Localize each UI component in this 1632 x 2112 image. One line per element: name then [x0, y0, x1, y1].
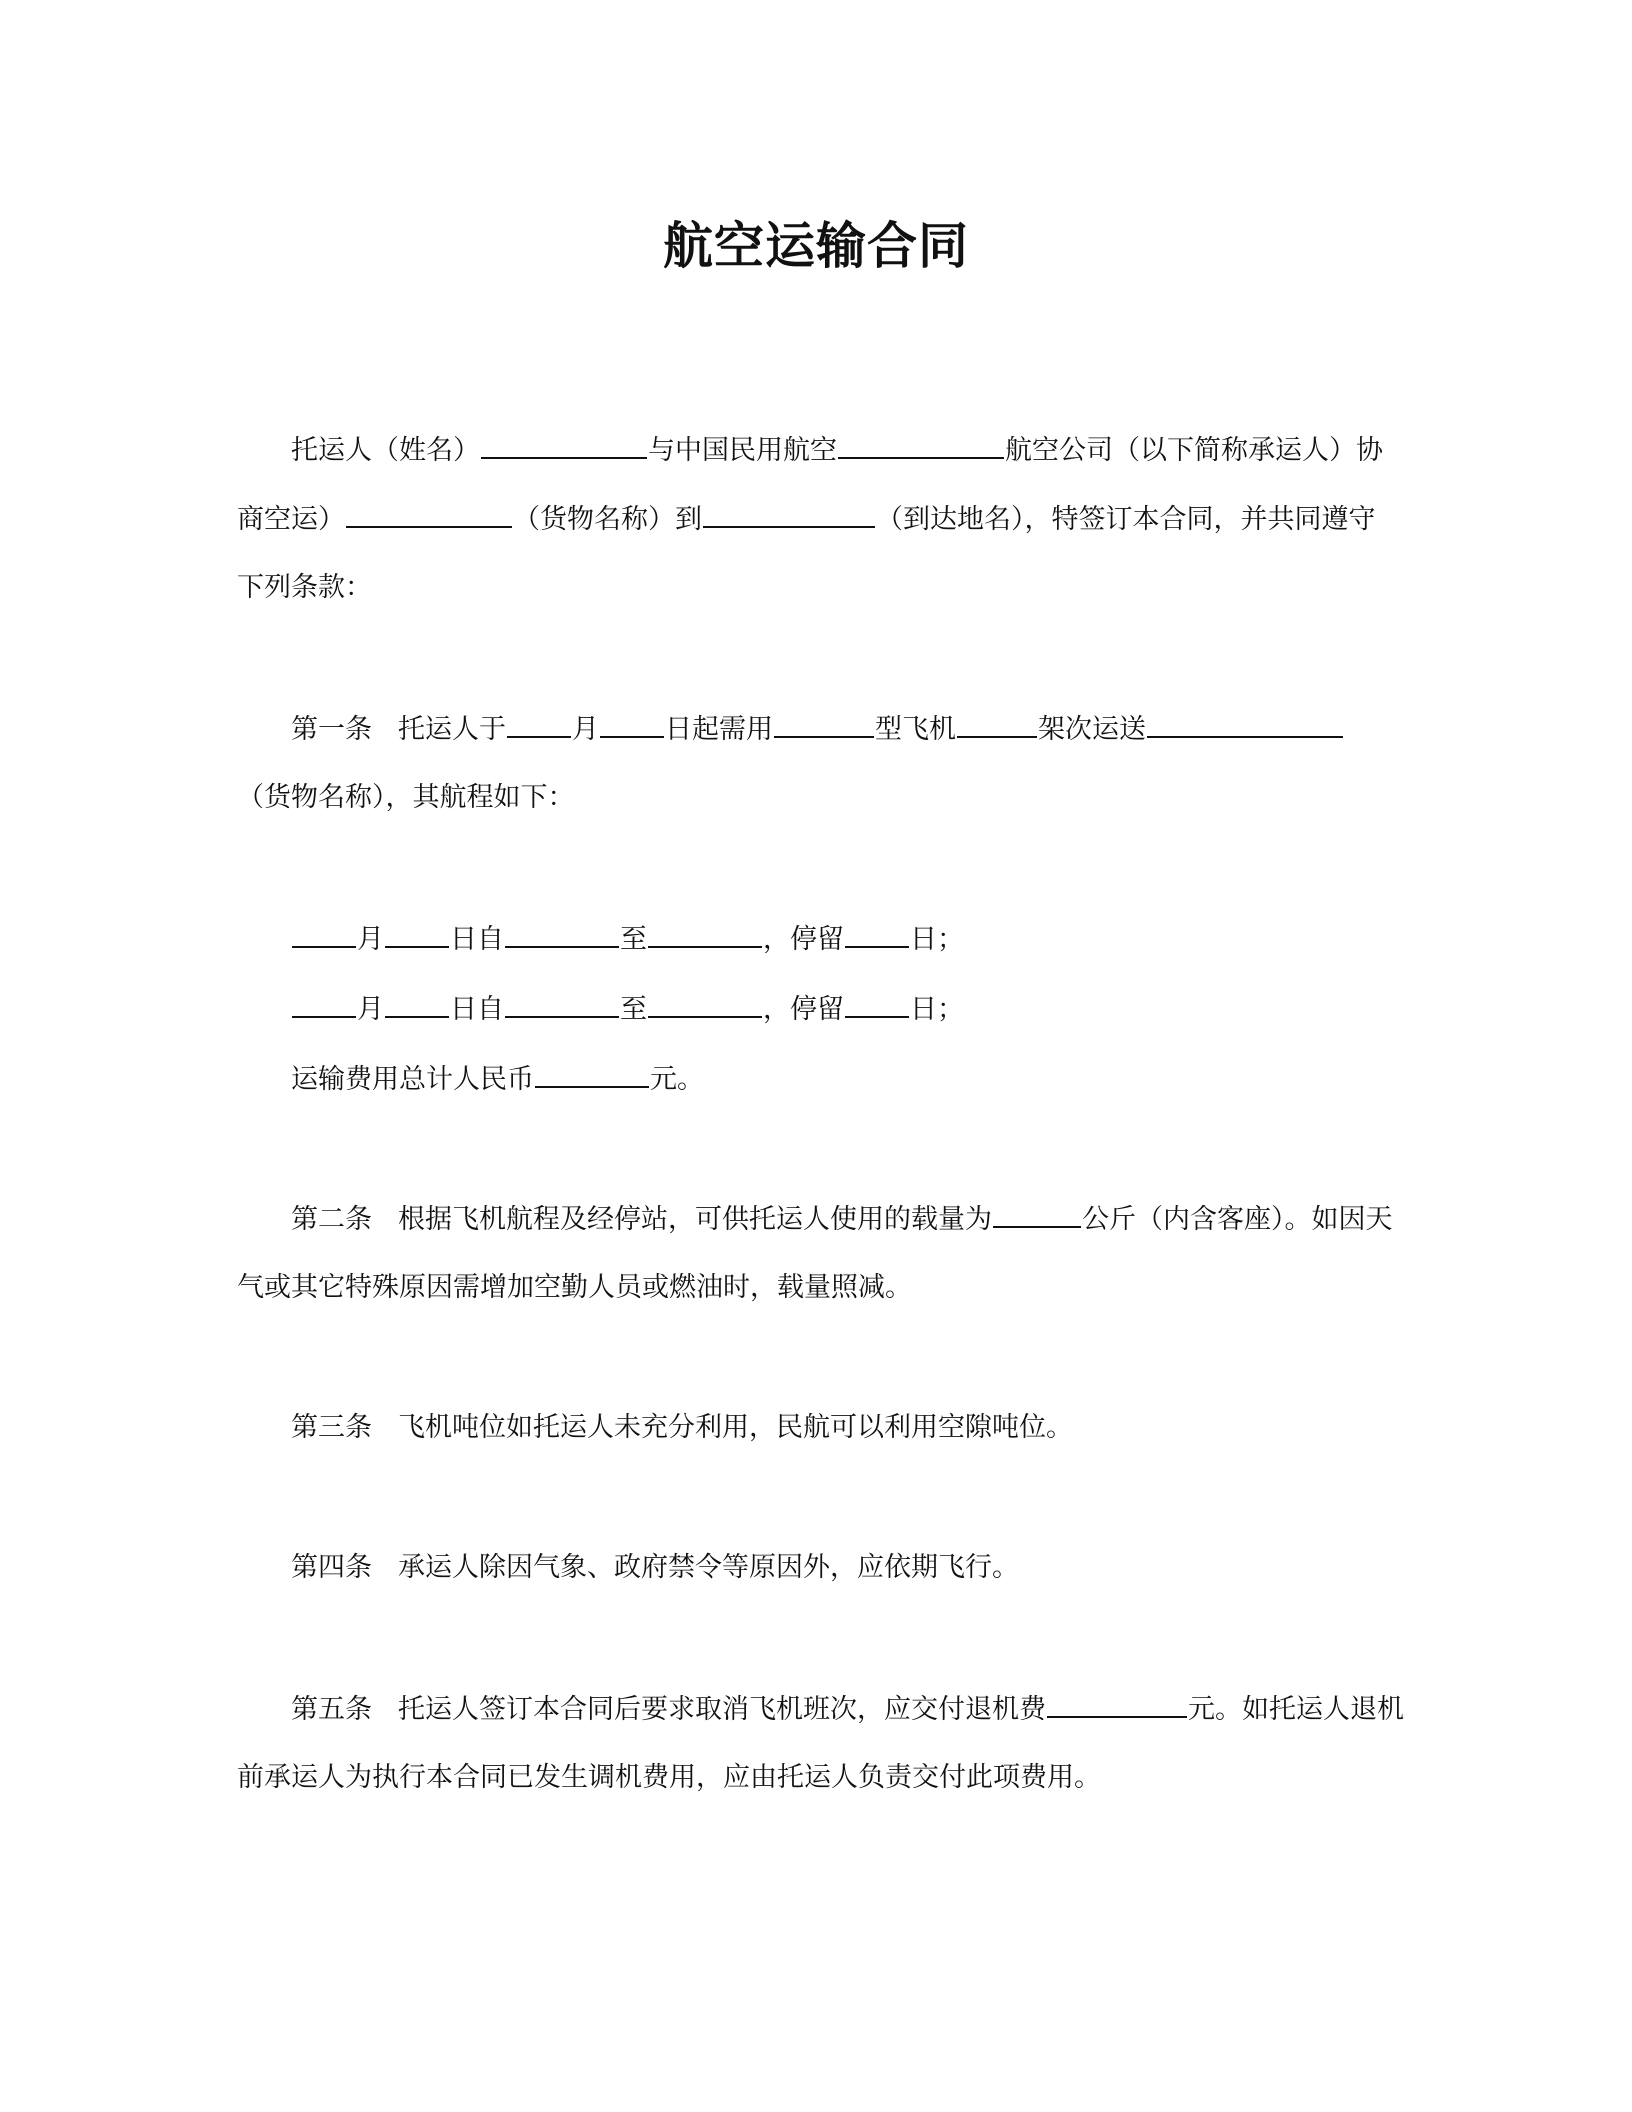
article-2-line-2: 气或其它特殊原因需增加空勤人员或燃油时，载量照减。: [237, 1272, 912, 1303]
article-1-line-1: 第一条 托运人于 月 日起需用 型飞机 架次运送: [291, 708, 1451, 750]
route-1-stay-days-blank[interactable]: [845, 918, 909, 948]
start-day-blank[interactable]: [600, 708, 664, 738]
fee-line: 运输费用总计人民币 元。: [291, 1058, 1451, 1100]
cargo-blank[interactable]: [1147, 708, 1343, 738]
intro-line-2: 商空运） （货物名称）到 （到达地名），特签订本合同，并共同遵守: [237, 498, 1397, 540]
route-1-day-blank[interactable]: [385, 918, 449, 948]
route-2-origin-blank[interactable]: [505, 988, 619, 1018]
article-5-line-1: 第五条 托运人签订本合同后要求取消飞机班次，应交付退机费 元。如托运人退机: [291, 1688, 1451, 1730]
route-1-month-blank[interactable]: [292, 918, 356, 948]
start-month-blank[interactable]: [507, 708, 571, 738]
route-line-2: 月 日自 至 ，停留 日；: [291, 988, 1451, 1030]
route-2-month-blank[interactable]: [292, 988, 356, 1018]
article-5-line-2: 前承运人为执行本合同已发生调机费用，应由托运人负责交付此项费用。: [237, 1762, 1101, 1793]
intro-line-3: 下列条款：: [237, 572, 372, 603]
article-2-line-1: 第二条 根据飞机航程及经停站，可供托运人使用的载量为 公斤（内含客座）。如因天: [291, 1198, 1451, 1240]
route-2-destination-blank[interactable]: [648, 988, 762, 1018]
article-1-line-2: （货物名称），其航程如下：: [237, 782, 575, 813]
intro-line-1: 托运人（姓名） 与中国民用航空 航空公司（以下简称承运人）协: [291, 429, 1451, 471]
route-2-day-blank[interactable]: [385, 988, 449, 1018]
flight-count-blank[interactable]: [957, 708, 1037, 738]
shipper-name-blank[interactable]: [481, 429, 647, 459]
destination-blank[interactable]: [703, 498, 875, 528]
article-2-number: 第二条: [291, 1204, 372, 1235]
aircraft-type-blank[interactable]: [774, 708, 874, 738]
article-4-number: 第四条: [291, 1552, 372, 1583]
total-fee-blank[interactable]: [535, 1058, 649, 1088]
article-4: 第四条 承运人除因气象、政府禁令等原因外，应依期飞行。: [291, 1552, 1019, 1583]
cargo-name-blank[interactable]: [346, 498, 512, 528]
payload-blank[interactable]: [993, 1198, 1081, 1228]
route-line-1: 月 日自 至 ，停留 日；: [291, 918, 1451, 960]
route-1-origin-blank[interactable]: [505, 918, 619, 948]
page-title: 航空运输合同: [663, 217, 969, 275]
article-1-number: 第一条: [291, 714, 372, 745]
cancellation-fee-blank[interactable]: [1047, 1688, 1187, 1718]
route-2-stay-days-blank[interactable]: [845, 988, 909, 1018]
airline-name-blank[interactable]: [838, 429, 1004, 459]
route-1-destination-blank[interactable]: [648, 918, 762, 948]
article-3: 第三条 飞机吨位如托运人未充分利用，民航可以利用空隙吨位。: [291, 1412, 1073, 1443]
article-5-number: 第五条: [291, 1694, 372, 1725]
article-3-number: 第三条: [291, 1412, 372, 1443]
